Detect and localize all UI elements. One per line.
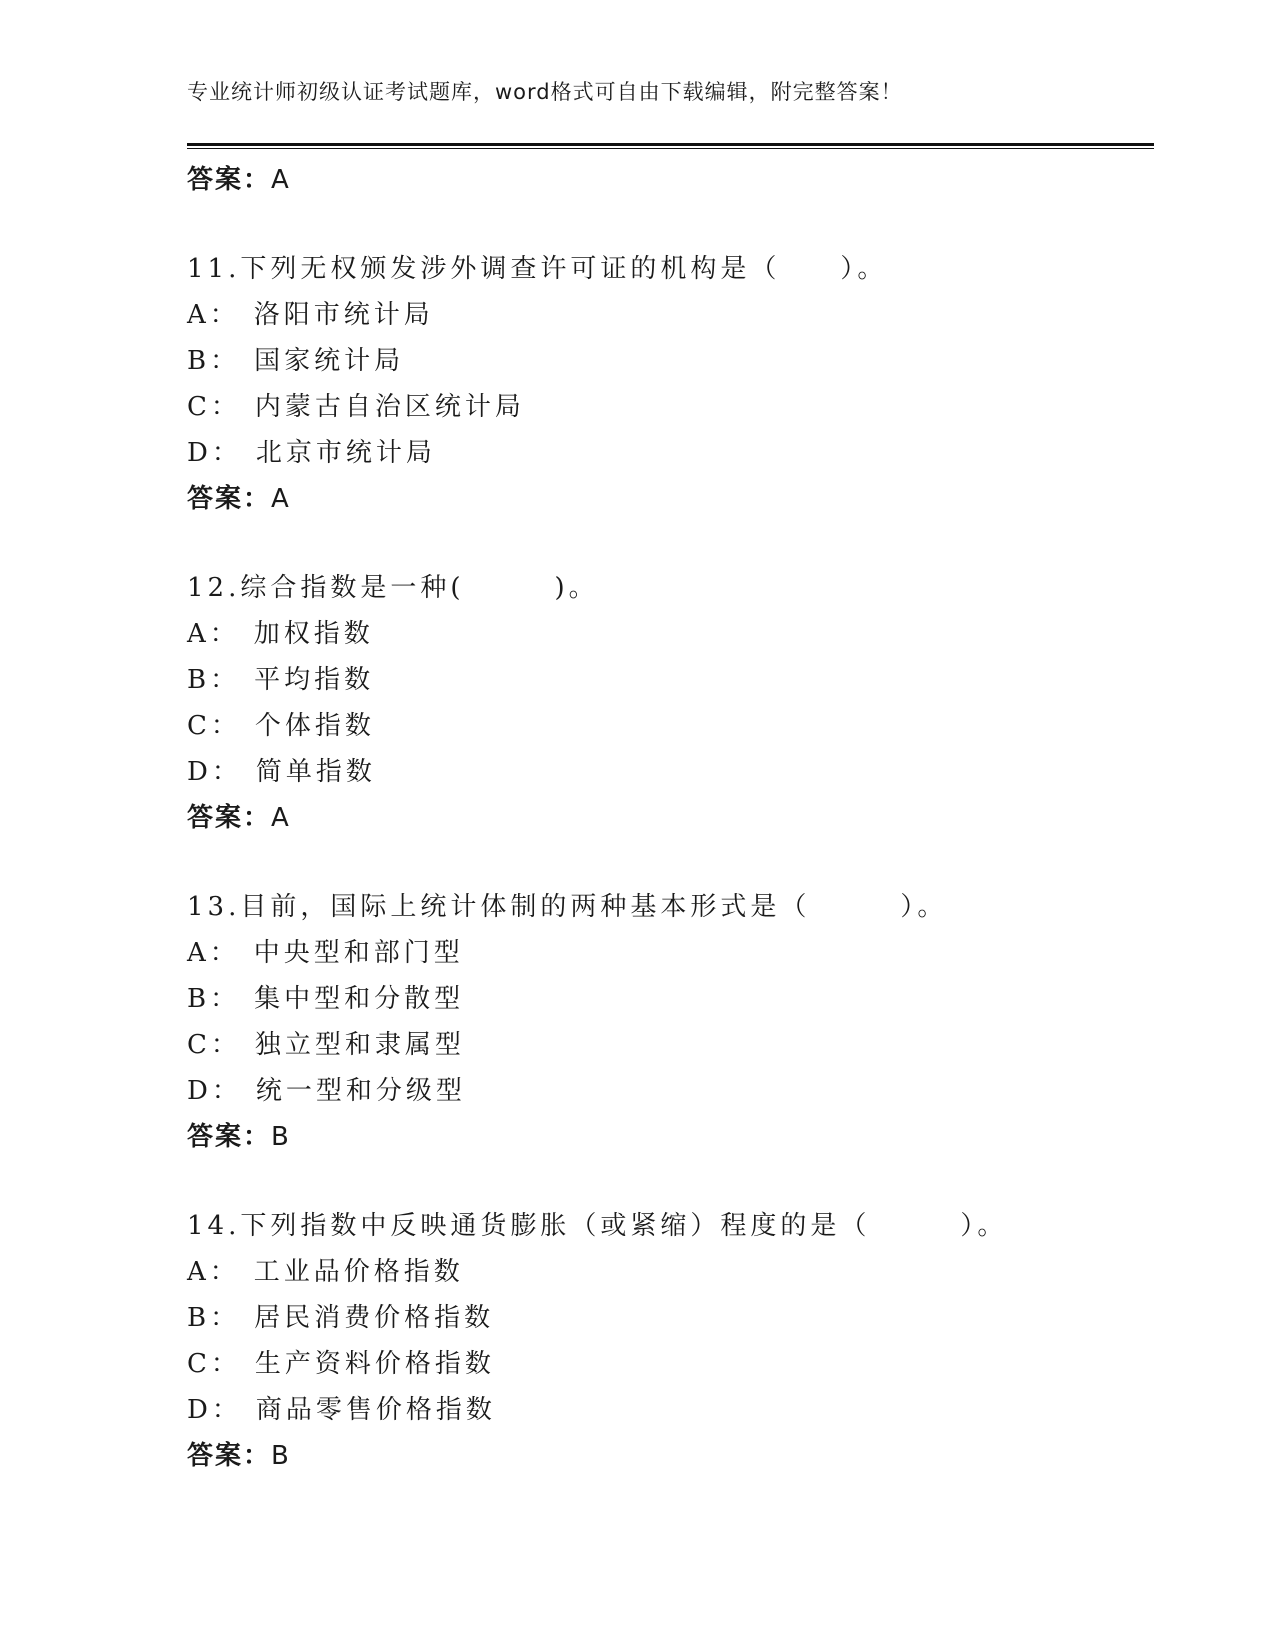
- option-text: 个体指数: [254, 711, 375, 741]
- question-text: [187, 1203, 1147, 1249]
- answer-value: A: [271, 165, 289, 195]
- option-text: 简单指数: [255, 757, 376, 787]
- answer-value: A: [271, 484, 289, 514]
- question-number: 13.: [187, 892, 241, 922]
- option-key: D：: [187, 757, 242, 787]
- answer-value: B: [271, 1122, 289, 1152]
- option-d: [187, 749, 1147, 795]
- option-key: D：: [187, 1076, 242, 1106]
- option-key: C：: [187, 711, 241, 741]
- option-text: 居民消费价格指数: [254, 1303, 495, 1333]
- option-text: 国家统计局: [254, 346, 405, 376]
- answer-value: A: [271, 803, 289, 833]
- answer-line: [187, 1433, 1147, 1479]
- question-number: 14.: [187, 1211, 241, 1241]
- option-text: 内蒙古自治区统计局: [254, 392, 525, 422]
- option-b: [187, 657, 1147, 703]
- answer-label: 答案：: [187, 803, 272, 833]
- option-text: 北京市统计局: [255, 438, 436, 468]
- answer-label: 答案：: [187, 484, 272, 514]
- option-text: 集中型和分散型: [254, 984, 465, 1014]
- option-key: A：: [187, 938, 240, 968]
- question-stem: 下列无权颁发涉外调查许可证的机构是（ ）。: [240, 254, 888, 284]
- question-number: 11.: [187, 254, 241, 284]
- question-block: [187, 246, 1147, 522]
- question-stem: 综合指数是一种( )。: [240, 573, 599, 603]
- header-divider: [187, 143, 1154, 149]
- option-text: 洛阳市统计局: [253, 300, 434, 330]
- question-text: [187, 565, 1147, 611]
- option-key: D：: [187, 438, 242, 468]
- answer-label: 答案：: [187, 1441, 272, 1471]
- answer-label: 答案：: [187, 1122, 272, 1152]
- option-d: [187, 430, 1147, 476]
- option-text: 平均指数: [254, 665, 375, 695]
- question-text: [187, 246, 1147, 292]
- answer-line: [187, 795, 1147, 841]
- option-c: [187, 703, 1147, 749]
- option-b: [187, 976, 1147, 1022]
- option-text: 中央型和部门型: [253, 938, 464, 968]
- question-list: [187, 157, 1147, 1479]
- option-key: B：: [187, 346, 241, 376]
- option-text: 商品零售价格指数: [255, 1395, 496, 1425]
- option-a: [187, 292, 1147, 338]
- option-c: [187, 384, 1147, 430]
- answer-value: B: [271, 1441, 289, 1471]
- answer-line: [187, 476, 1147, 522]
- option-key: D：: [187, 1395, 242, 1425]
- question-number: 12.: [187, 573, 241, 603]
- previous-answer: [187, 157, 1147, 203]
- spacer: [187, 1160, 1147, 1203]
- option-text: 生产资料价格指数: [254, 1349, 495, 1379]
- question-stem: 下列指数中反映通货膨胀（或紧缩）程度的是（ ）。: [240, 1211, 1008, 1241]
- option-key: C：: [187, 1349, 241, 1379]
- spacer: [187, 203, 1147, 246]
- option-key: B：: [187, 665, 241, 695]
- option-text: 独立型和隶属型: [254, 1030, 465, 1060]
- question-block: [187, 565, 1147, 841]
- option-a: [187, 1249, 1147, 1295]
- option-text: 加权指数: [253, 619, 374, 649]
- option-b: [187, 1295, 1147, 1341]
- option-key: C：: [187, 392, 241, 422]
- option-key: A：: [187, 619, 240, 649]
- question-block: [187, 884, 1147, 1160]
- spacer: [187, 522, 1147, 565]
- option-text: 统一型和分级型: [255, 1076, 466, 1106]
- option-key: C：: [187, 1030, 241, 1060]
- option-key: A：: [187, 300, 240, 330]
- option-text: 工业品价格指数: [253, 1257, 464, 1287]
- option-a: [187, 930, 1147, 976]
- answer-line: [187, 1114, 1147, 1160]
- option-d: [187, 1068, 1147, 1114]
- option-d: [187, 1387, 1147, 1433]
- answer-label: 答案：: [187, 165, 272, 195]
- page-header: 专业统计师初级认证考试题库，word格式可自由下载编辑，附完整答案！: [187, 80, 903, 104]
- option-a: [187, 611, 1147, 657]
- question-text: [187, 884, 1147, 930]
- option-key: B：: [187, 984, 241, 1014]
- spacer: [187, 841, 1147, 884]
- question-stem: 目前，国际上统计体制的两种基本形式是（ ）。: [240, 892, 948, 922]
- question-block: [187, 1203, 1147, 1479]
- option-b: [187, 338, 1147, 384]
- option-c: [187, 1022, 1147, 1068]
- option-c: [187, 1341, 1147, 1387]
- option-key: B：: [187, 1303, 241, 1333]
- option-key: A：: [187, 1257, 240, 1287]
